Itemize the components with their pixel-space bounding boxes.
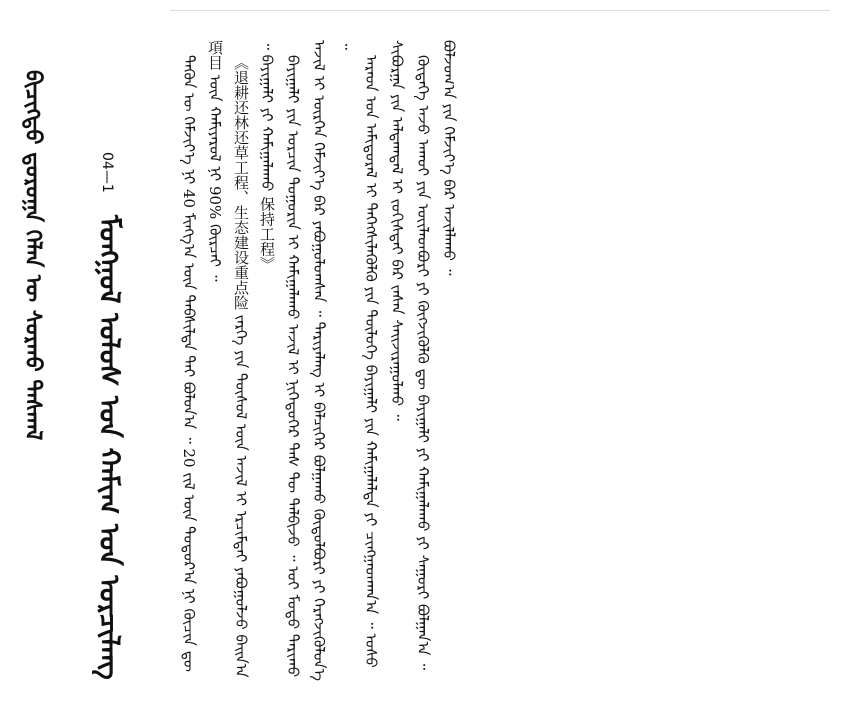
chapter-title: ᠮᠣᠩᠭᠣᠯ ᠤᠯᠤᠰ ᠤᠨ ᠬᠠᠮᠢᠭ ᠤᠨ ᠣᠷᠴᠢᠯᠠᠩ: [93, 215, 126, 680]
paragraph: ᠪᠠᠶᠢᠭᠠᠯᠢ ᠶᠢᠨ ᠣᠷᠴᠢᠨ ᠲᠣᠭᠣᠷᠢᠨ ᠢ ᠬᠠᠮᠢᠭᠠᠯᠠᠬᠤ ᠠᠵᠢᠯ ᠢ ᠨᠢᠭᠡᠳᠦᠭᠡᠷ ᠲᠡᠰ ᠲᠦ ᠲᠠᠯᠪᠢᠵᠤ ᠃ ᠣᠢ ᠮᠣᠳᠣ ᠲᠠᠷᠢᠬᠤ ᠠᠵᠢᠯ ᠢ ᠥᠷᠭᠡᠨ ᠬᠡᠮᠵᠢᠶ᠎ᠡ ᠪᠡᠷ ᠶᠠᠪᠤᠭᠤᠯᠤᠭᠰᠠᠨ ᠃ ᠲᠠᠷᠢᠶᠠᠯᠠᠩ ᠢ ᠪᠡᠯᠴᠢᠭᠡᠷ ᠪᠣᠯᠭᠠᠬᠤ ᠬᠥᠲᠦᠯᠪᠦᠷᠢ ᠶᠢ ᠬᠡᠷᠡᠭᠵᠢᠭᠦᠯᠦᠨ᠎ᠡ ᠃: [284, 40, 354, 681]
book-title: ᠪᠢᠴᠢᠭᠲᠦ ᠳ᠋ᠣᠷᠤᠭᠠ ᠬᠡᠯᠡᠨ ᠦ ᠰᠤᠷᠬᠤ ᠳᠠᠰᠬᠠᠯ: [20, 70, 46, 441]
paragraph: ᠬᠥᠳᠡᠭᠡ ᠠᠵᠤ ᠠᠬᠤᠢ ᠶᠢᠨ ᠦᠢᠯᠡᠳᠪᠦᠷᠢ ᠶᠢ ᠬᠥᠭᠵᠢᠭᠦᠯᠬᠦ ᠳᠦ ᠪᠠᠶᠢᠭᠠᠯᠢ ᠶᠢ ᠬᠠᠮᠢᠭᠠᠯᠠᠬᠤ ᠶᠢ ᠰᠠᠭᠤᠷᠢ ᠪᠣᠯᠭᠠᠨ᠎ᠠ ᠃ ᠪᠣᠯᠵᠣᠭ᠎ᠠ ᠶᠢᠨ ᠬᠡᠮᠵᠢᠶ᠎ᠡ ᠪᠡᠷ ᠠᠵᠢᠯᠯᠠᠬᠤ ᠃: [414, 40, 458, 671]
body-text: [176, 40, 816, 690]
page-number: 04—1: [99, 152, 115, 193]
paragraph: ᠲᠡᠭᠦᠨ ᠦ ᠬᠡᠮᠵᠢᠶ᠎ᠡ ᠨᠢ 40 ᠮᠢᠩᠭ᠎ᠠ ᠦᠨ ᠳᠡᠪᠰᠢᠯᠲᠡ ᠲᠠᠢ ᠪᠣᠯᠤᠨ᠎ᠠ ᠃ 20 ᠵᠢᠯ ᠦᠨ ᠳᠤᠲᠤᠷ᠎ᠠ ᠨᠢ ᠬᠦᠴᠢᠨ ᠳᠦ 項目 ᠦᠨ ᠬᠠᠮᠢᠶᠠᠷᠤᠯ ᠨᠢ 90% ᠬᠦᠷᠴᠡᠢ ᠃: [180, 40, 224, 672]
paragraph: 《退耕还林还草工程、生态建设重点险 ᠵᠡᠷᠭᠡ ᠶᠢᠨ ᠲᠥᠰᠥᠯ ᠦᠨ ᠠᠵᠢᠯ ᠢ ᠡᠷᠴᠢᠮᠲᠡᠢ ᠶᠠᠪᠤᠭᠤᠯᠵᠤ ᠪᠠᠢᠨ᠎ᠠ ᠃ ᠪᠠᠶᠢᠭᠠᠯᠢ ᠶᠢ ᠬᠠᠮᠢᠭᠠᠯᠠᠬᠤ 保持工程》: [232, 40, 276, 678]
paragraph: ᠠᠷᠠᠳ ᠤᠨ ᠠᠮᠢᠳᠤᠷᠠᠯ ᠢ ᠳᠡᠭᠡᠭᠰᠢᠯᠡᠭᠦᠯᠬᠦ ᠶᠢᠨ ᠲᠥᠯᠥᠭᠡ ᠪᠠᠶᠢᠭᠠᠯᠢ ᠶᠢᠨ ᠬᠠᠮᠢᠭᠠᠯᠠᠯᠲᠠ ᠶᠢ ᠴᠢᠩᠭᠠᠳᠬᠠᠨ᠎ᠠ ᠃ ᠤᠰᠤ ᠰᠢᠪᠣᠷᠭᠠ ᠶᠢᠨ ᠠᠯᠳᠠᠭᠳᠠᠯ ᠢ ᠵᠣᠬᠢᠰᠲᠠᠢ ᠪᠡᠷ ᠵᠠᠰᠠᠨ ᠰᠠᠢᠵᠢᠷᠠᠭᠤᠯᠬᠤ ᠃: [362, 40, 406, 668]
top-rule: [170, 10, 830, 11]
